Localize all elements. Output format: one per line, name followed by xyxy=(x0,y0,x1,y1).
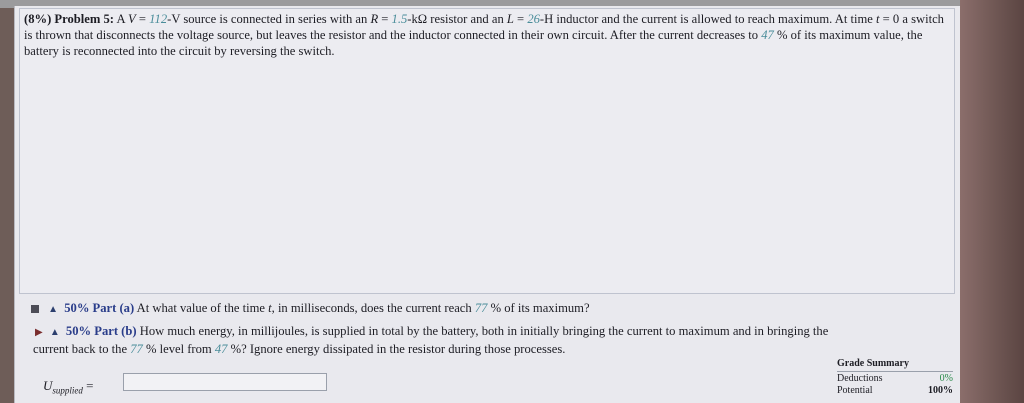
grade-row-potential: Potential 100% xyxy=(837,385,953,396)
answer-input[interactable] xyxy=(123,373,327,391)
resistance-value: 1.5 xyxy=(391,12,408,26)
problem-sheet xyxy=(14,6,961,403)
expand-triangle-icon[interactable]: ▶ xyxy=(35,326,43,338)
grade-row-deductions: Deductions 0% xyxy=(837,373,953,384)
part-b-label: 50% Part (b) xyxy=(65,324,137,338)
warning-icon: ▲ xyxy=(48,303,59,315)
warning-icon: ▲ xyxy=(49,326,60,338)
problem-statement: (8%) Problem 5: A V = 112-V source is connected in series with an R = 1.5-kΩ resistor and an L = 26-H inductor and the current is allowed to reach maximum. At time t = 0 a switch is thrown that disconnects the voltage source, but leaves the resistor and the inductor connected in their own circuit. After the current decreases to 47 % of its maximum value, the battery is reconnected into the circuit by reversing the switch. xyxy=(24,12,944,58)
grade-summary xyxy=(837,358,953,397)
part-b[interactable]: ▶ ▲ 50% Part (b) How much energy, in millijoules, is supplied in total by the battery, both in initially bringing the current to maximum and in bringing the xyxy=(35,324,829,338)
part-a-label: 50% Part (a) xyxy=(64,301,135,315)
answer-label: $U_{supplied}$ = xyxy=(43,378,94,396)
grade-summary-title: Grade Summary xyxy=(837,358,909,369)
voltage-value: 112 xyxy=(149,12,168,26)
problem-statement-box xyxy=(19,8,955,294)
inductance-value: 26 xyxy=(527,12,540,26)
background-edge xyxy=(960,0,1024,403)
percent-value: 47 xyxy=(761,28,774,42)
collapse-square-icon[interactable] xyxy=(31,305,39,313)
problem-heading: (8%) Problem 5: xyxy=(24,12,115,26)
part-b-continued: current back to the 77 % level from 47 %? Ignore energy dissipated in the resistor during those processes. xyxy=(33,342,566,356)
part-a[interactable]: ▲ 50% Part (a) At what value of the time t, in milliseconds, does the current reach 77 % of its maximum? xyxy=(31,301,590,316)
